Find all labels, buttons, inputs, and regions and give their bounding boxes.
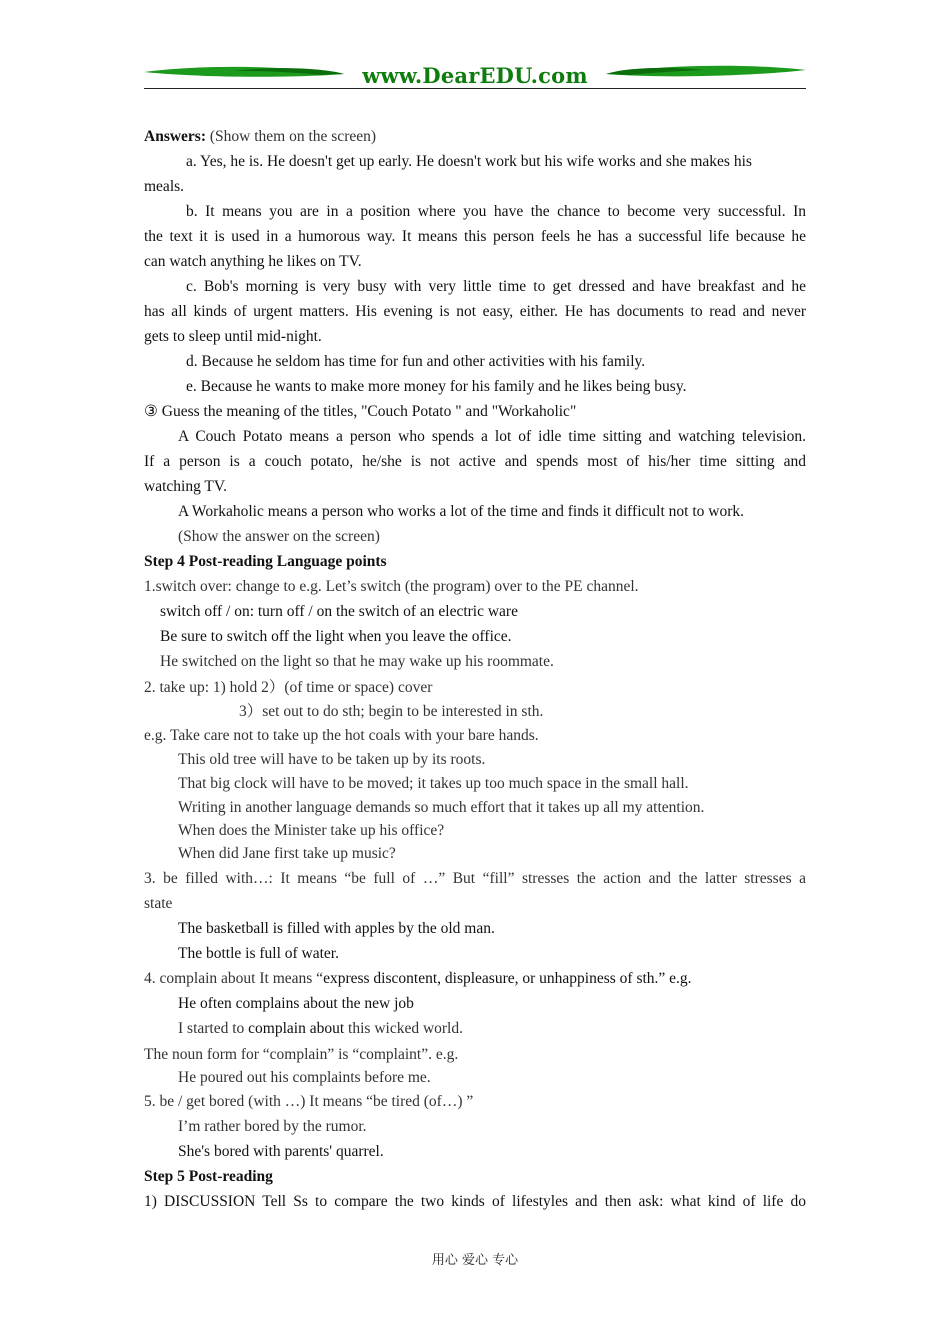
point2-line-6: Writing in another language demands so much effort that it takes up all my attention. [178, 799, 705, 816]
point5-line-3: She's bored with parents' quarrel. [178, 1143, 384, 1160]
step4-heading: Step 4 Post-reading Language points [144, 553, 387, 570]
point4-example-start: I started to [178, 1020, 249, 1037]
point2-line-5: That big clock will have to be moved; it takes up too much space in the small hall. [178, 775, 689, 792]
point2-line-1: 2. take up: 1) hold 2）(of time or space) cover [144, 679, 433, 696]
point5-line-2: I’m rather bored by the rumor. [178, 1118, 367, 1135]
answer-c-line-3: gets to sleep until mid-night. [144, 328, 322, 345]
point3-line-1: 3. be filled with…: It means “be full of …” But “fill” stresses the action and the latter stresses a [144, 870, 806, 887]
workaholic-line: A Workaholic means a person who works a lot of the time and finds it difficult not to work. [178, 503, 744, 520]
point4-example-phrase: complain about [248, 1020, 345, 1037]
header-divider [144, 88, 806, 89]
point3-line-3: The basketball is filled with apples by the old man. [178, 920, 495, 937]
answers-note: (Show them on the screen) [206, 128, 377, 145]
answer-d-line: d. Because he seldom has time for fun and other activities with his family. [186, 353, 646, 370]
point1-line-4: He switched on the light so that he may wake up his roommate. [160, 653, 554, 670]
step5-heading: Step 5 Post-reading [144, 1168, 273, 1185]
guess-title: ③ Guess the meaning of the titles, "Couch Potato " and "Workaholic" [144, 403, 577, 420]
answer-b-line-2: the text it is used in a humorous way. It means this person feels he has a successful life because he [144, 228, 806, 245]
point4-example-end: this wicked world. [344, 1020, 463, 1037]
point4-intro: 4. complain about It means “ [144, 970, 324, 987]
point2-line-7: When does the Minister take up his office? [178, 822, 445, 839]
answer-b-line-1: b. It means you are in a position where you have the chance to become very successful. In [186, 203, 806, 220]
point5-line-1: 5. be / get bored (with …) It means “be tired (of…) ” [144, 1093, 474, 1110]
site-logo-text: www.DearEDU.com [362, 63, 588, 88]
page-footer: 用心 爱心 专心 [431, 1253, 519, 1268]
point2-line-4: This old tree will have to be taken up by its roots. [178, 751, 486, 768]
point4-line-1 [144, 966, 806, 991]
point1-line-1: 1.switch over: change to e.g. Let’s switch (the program) over to the PE channel. [144, 578, 639, 595]
answer-c-line-2: has all kinds of urgent matters. His evening is not easy, either. He has documents to read and never [144, 303, 806, 320]
couch-potato-line-1: A Couch Potato means a person who spends a lot of idle time sitting and watching television. [178, 428, 806, 445]
answer-a-line-2: meals. [144, 178, 185, 195]
answer-e-line: e. Because he wants to make more money for his family and he likes being busy. [186, 378, 687, 395]
point2-line-8: When did Jane first take up music? [178, 845, 396, 862]
point3-line-4: The bottle is full of water. [178, 945, 339, 962]
answers-heading-line [144, 124, 806, 149]
document-body [144, 124, 806, 1214]
show-answer-note: (Show the answer on the screen) [178, 528, 380, 545]
point1-line-3: Be sure to switch off the light when you leave the office. [160, 628, 512, 645]
point4-line-5: He poured out his complaints before me. [178, 1069, 431, 1086]
answer-a-line-1: a. Yes, he is. He doesn't get up early. He doesn't work but his wife works and she makes his [186, 153, 752, 170]
point2-line-3: e.g. Take care not to take up the hot coals with your bare hands. [144, 727, 539, 744]
point3-line-2: state [144, 895, 173, 912]
point4-line-3 [144, 1016, 806, 1043]
point1-line-2: switch off / on: turn off / on the switch of an electric ware [160, 603, 518, 620]
point2-line-2: 3）set out to do sth; begin to be interested in sth. [239, 703, 544, 720]
page-header [144, 62, 806, 92]
answer-b-line-3: can watch anything he likes on TV. [144, 253, 362, 270]
answer-c-line-1: c. Bob's morning is very busy with very little time to get dressed and have breakfast and he [186, 278, 806, 295]
point4-line-4: The noun form for “complain” is “complaint”. e.g. [144, 1046, 459, 1063]
couch-potato-line-3: watching TV. [144, 478, 227, 495]
couch-potato-line-2: If a person is a couch potato, he/she is not active and spends most of his/her time sitting and [144, 453, 806, 470]
step5-discussion-line: 1) DISCUSSION Tell Ss to compare the two kinds of lifestyles and then ask: what kind of life do [144, 1193, 806, 1210]
answers-label: Answers: [144, 128, 206, 145]
point4-line-2: He often complains about the new job [178, 995, 414, 1012]
point4-definition: express discontent, displeasure, or unhappiness of sth.” e.g. [323, 970, 692, 987]
